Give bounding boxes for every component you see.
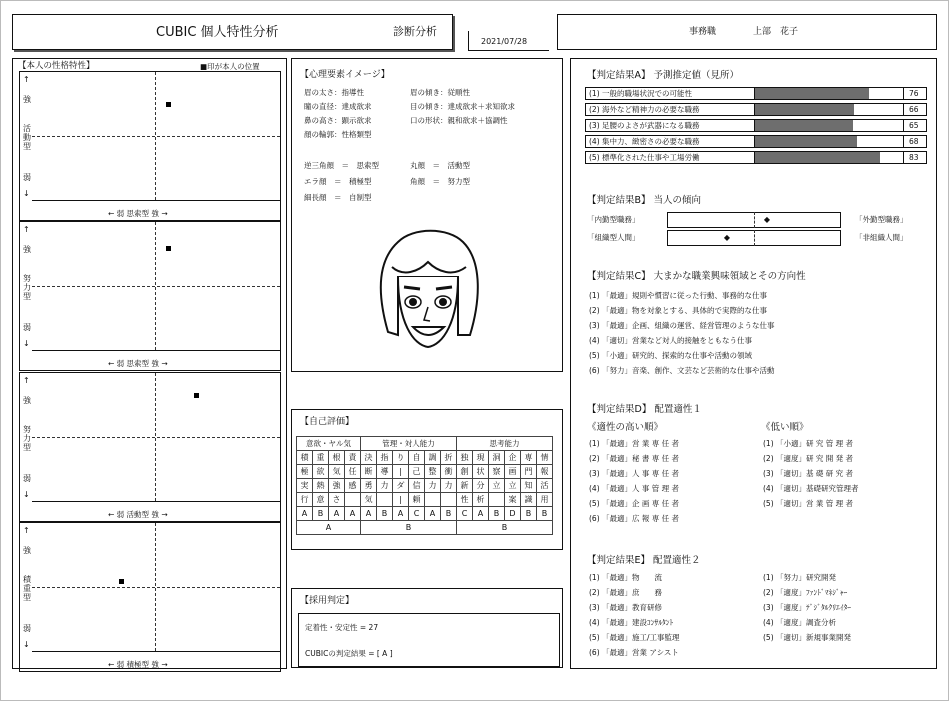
self-eval-summary: B xyxy=(457,521,553,535)
result-a-value: 66 xyxy=(909,105,919,114)
self-eval-cell xyxy=(425,493,441,507)
result-d-high-item: (5) 「最適」企 画 専 任 者 xyxy=(589,499,680,508)
self-eval-cell: 感 xyxy=(345,479,361,493)
self-eval-cell: 己 xyxy=(409,465,425,479)
chart-arrow-up: ↑ xyxy=(23,75,30,84)
self-eval-score: A xyxy=(361,507,377,521)
self-eval-cell: 気 xyxy=(329,465,345,479)
self-eval-cell: 自 xyxy=(409,451,425,465)
chart-weak-label: 弱 xyxy=(23,323,31,332)
self-eval-cell: 現 xyxy=(473,451,489,465)
result-d-high-item: (1) 「最適」営 業 専 任 者 xyxy=(589,439,680,448)
self-eval-score: B xyxy=(521,507,537,521)
face-type-item: 逆三角顔 ＝ 思索型 xyxy=(304,161,379,170)
self-eval-score: B xyxy=(313,507,329,521)
self-eval-cell: 知 xyxy=(521,479,537,493)
self-eval-cell: 活 xyxy=(537,479,553,493)
result-e-left-item: (3) 「最適」教育研修 xyxy=(589,603,663,612)
self-eval-cell: 画 xyxy=(505,465,521,479)
result-b-marker: ◆ xyxy=(763,215,771,224)
result-d-low-item: (5) 「適切」営 業 管 理 者 xyxy=(763,499,854,508)
hiring-panel xyxy=(291,588,563,668)
result-a-label: (3) 足腰のよさが武器になる職務 xyxy=(589,121,700,130)
self-eval-cell: 頼 xyxy=(409,493,425,507)
result-e-left-item: (4) 「最適」建設ｺﾝｻﾙﾀﾝﾄ xyxy=(589,618,674,627)
self-eval-score: A xyxy=(345,507,361,521)
chart-horizontal-axis xyxy=(32,286,280,287)
result-e-left-item: (5) 「最適」施工/工事監理 xyxy=(589,633,680,642)
chart-y-label: 積重型 xyxy=(23,575,31,602)
self-eval-cell: り xyxy=(393,451,409,465)
self-eval-cell: 極 xyxy=(297,465,313,479)
self-eval-cell: 析 xyxy=(473,493,489,507)
self-eval-cell: 企 xyxy=(505,451,521,465)
self-eval-score: A xyxy=(473,507,489,521)
self-eval-cell: 熱 xyxy=(313,479,329,493)
self-eval-summary: B xyxy=(361,521,457,535)
result-a-value: 68 xyxy=(909,137,919,146)
chart-y-label: 努力型 xyxy=(23,425,31,452)
chart-baseline xyxy=(32,651,280,652)
chart-horizontal-axis xyxy=(32,437,280,438)
self-eval-score: B xyxy=(537,507,553,521)
self-eval-cell: 指 xyxy=(377,451,393,465)
result-a-label: (2) 海外など精神力の必要な職務 xyxy=(589,105,700,114)
chart-arrow-down: ↓ xyxy=(23,490,30,499)
psych-item: 鼻の高さ：顕示欲求 xyxy=(304,116,372,125)
date-box xyxy=(468,31,549,51)
psych-item: 口の形状：親和欲求＋協調性 xyxy=(410,116,508,125)
position-marker xyxy=(166,102,171,107)
result-d-low-item: (4) 「適切」基礎研究管理者 xyxy=(763,484,859,493)
self-eval-cell: 分 xyxy=(473,479,489,493)
self-eval-score: A xyxy=(297,507,313,521)
position-marker xyxy=(119,579,124,584)
personality-chart xyxy=(19,221,281,371)
face-type-item: エラ顔 ＝ 積極型 xyxy=(304,177,372,186)
self-eval-score: A xyxy=(425,507,441,521)
self-eval-cell: 勇 xyxy=(361,479,377,493)
result-a-value: 65 xyxy=(909,121,919,130)
result-a-label: (5) 標準化された仕事や工場労働 xyxy=(589,153,700,162)
self-eval-cell: 実 xyxy=(297,479,313,493)
self-eval-cell: 重 xyxy=(313,451,329,465)
self-eval-cell: 立 xyxy=(489,479,505,493)
self-eval-cell xyxy=(441,493,457,507)
hiring-stability: 定着性・安定性 = 27 xyxy=(305,623,379,632)
self-eval-cell: 責 xyxy=(345,451,361,465)
self-eval-header: 意欲・ヤル気 xyxy=(297,437,361,451)
self-eval-table xyxy=(296,436,553,535)
chart-x-label: ← 弱 思索型 強 → xyxy=(108,209,168,218)
self-eval-cell: ダ xyxy=(393,479,409,493)
psych-item: 顔の輪郭：性格類型 xyxy=(304,130,372,139)
chart-x-label: ← 弱 活動型 強 → xyxy=(108,510,168,519)
chart-strong-label: 強 xyxy=(23,95,31,104)
chart-weak-label: 弱 xyxy=(23,474,31,483)
self-eval-cell xyxy=(377,493,393,507)
self-eval-cell: 強 xyxy=(329,479,345,493)
report-subtitle: 診断分析 xyxy=(393,25,437,38)
chart-baseline xyxy=(32,501,280,502)
result-d-high-item: (6) 「最適」広 報 専 任 者 xyxy=(589,514,680,523)
self-eval-cell: 気 xyxy=(361,493,377,507)
result-a-label: (1) 一般的職場状況での可能性 xyxy=(589,89,693,98)
self-eval-header: 思考能力 xyxy=(457,437,553,451)
result-d-high-item: (3) 「最適」人 事 専 任 者 xyxy=(589,469,680,478)
personality-legend: ■印が本人の位置 xyxy=(200,62,260,71)
chart-strong-label: 強 xyxy=(23,546,31,555)
self-eval-cell: 情 xyxy=(537,451,553,465)
face-type-item: 丸顔 ＝ 活動型 xyxy=(410,161,470,170)
result-e-left-item: (1) 「最適」物 流 xyxy=(589,573,663,582)
self-eval-cell: 新 xyxy=(457,479,473,493)
chart-x-label: ← 弱 思索型 強 → xyxy=(108,359,168,368)
result-a-bar xyxy=(755,88,869,99)
result-d-low-title: 《低い順》 xyxy=(761,422,809,433)
title-box xyxy=(12,14,453,50)
result-a-bar xyxy=(755,152,880,163)
self-eval-cell: | xyxy=(393,493,409,507)
self-eval-cell: 根 xyxy=(329,451,345,465)
result-e-right-item: (5) 「適切」新規事業開発 xyxy=(763,633,852,642)
self-eval-cell: 積 xyxy=(297,451,313,465)
result-b-center xyxy=(754,230,755,246)
result-d-low-item: (2) 「適度」研 究 開 発 者 xyxy=(763,454,854,463)
chart-weak-label: 弱 xyxy=(23,624,31,633)
self-eval-cell: 力 xyxy=(425,479,441,493)
result-d-high-title: 《適性の高い順》 xyxy=(587,422,664,433)
self-eval-score: B xyxy=(441,507,457,521)
result-e-left-item: (2) 「最適」庶 務 xyxy=(589,588,663,597)
result-a-value: 76 xyxy=(909,89,919,98)
result-a-value: 83 xyxy=(909,153,919,162)
chart-baseline xyxy=(32,200,280,201)
result-a-title: 【判定結果A】 予測推定値（見所） xyxy=(587,70,740,81)
chart-arrow-down: ↓ xyxy=(23,640,30,649)
result-c-item: (1) 「最適」規則や慣習に従った行動、事務的な仕事 xyxy=(589,291,768,300)
result-d-low-item: (1) 「小適」研 究 管 理 者 xyxy=(763,439,854,448)
self-eval-cell: 用 xyxy=(537,493,553,507)
self-eval-score: B xyxy=(489,507,505,521)
personality-title: 【本人の性格特性】 xyxy=(18,61,95,71)
result-e-right-item: (1) 「努力」研究開発 xyxy=(763,573,837,582)
result-b-left: 「内勤型職務」 xyxy=(587,215,640,224)
self-eval-score: C xyxy=(409,507,425,521)
result-b-left: 「組織型人間」 xyxy=(587,233,640,242)
self-eval-cell xyxy=(489,493,505,507)
result-e-left-item: (6) 「最適」営業 アシスト xyxy=(589,648,679,657)
result-b-right: 「外勤型職務」 xyxy=(855,215,908,224)
self-eval-score: C xyxy=(457,507,473,521)
self-eval-cell: 力 xyxy=(441,479,457,493)
self-eval-cell: 洞 xyxy=(489,451,505,465)
self-eval-cell: さ xyxy=(329,493,345,507)
result-d-title: 【判定結果D】 配置適性１ xyxy=(587,404,702,415)
self-eval-cell: 状 xyxy=(473,465,489,479)
position-marker xyxy=(166,246,171,251)
chart-strong-label: 強 xyxy=(23,245,31,254)
chart-arrow-down: ↓ xyxy=(23,189,30,198)
self-eval-score: A xyxy=(329,507,345,521)
result-c-item: (2) 「最適」物を対象とする、具体的で実際的な仕事 xyxy=(589,306,768,315)
result-c-item: (3) 「最適」企画、組織の運営、経営管理のような仕事 xyxy=(589,321,775,330)
chart-y-label: 活動型 xyxy=(23,124,31,151)
self-eval-score: A xyxy=(393,507,409,521)
self-eval-score: B xyxy=(377,507,393,521)
chart-strong-label: 強 xyxy=(23,396,31,405)
face-illustration xyxy=(358,217,498,357)
result-c-title: 【判定結果C】 大まかな職業興味領域とその方向性 xyxy=(587,271,806,282)
self-eval-cell: 意 xyxy=(313,493,329,507)
self-eval-cell: 整 xyxy=(425,465,441,479)
self-eval-cell: 識 xyxy=(521,493,537,507)
psych-panel xyxy=(291,58,563,372)
psych-item: 眉の傾き：従順性 xyxy=(410,88,470,97)
self-eval-cell: 任 xyxy=(345,465,361,479)
result-a-bar xyxy=(755,120,853,131)
self-eval-cell: 行 xyxy=(297,493,313,507)
self-eval-panel xyxy=(291,409,563,550)
result-b-right: 「非組織人間」 xyxy=(855,233,908,242)
chart-weak-label: 弱 xyxy=(23,173,31,182)
chart-arrow-up: ↑ xyxy=(23,526,30,535)
job-title: 事務職 xyxy=(689,27,717,37)
self-eval-cell: 専 xyxy=(521,451,537,465)
results-panel xyxy=(570,58,937,669)
chart-horizontal-axis xyxy=(32,587,280,588)
result-d-high-item: (4) 「最適」人 事 管 理 者 xyxy=(589,484,680,493)
self-eval-cell: 立 xyxy=(505,479,521,493)
psych-item: 目の傾き：達成欲求＋求知欲求 xyxy=(410,102,515,111)
self-eval-cell: 性 xyxy=(457,493,473,507)
self-eval-header: 管理・対人能力 xyxy=(361,437,457,451)
self-eval-cell: 案 xyxy=(505,493,521,507)
self-eval-summary: A xyxy=(297,521,361,535)
chart-arrow-up: ↑ xyxy=(23,225,30,234)
position-marker xyxy=(194,393,199,398)
personality-chart xyxy=(19,372,281,522)
hiring-title: 【採用判定】 xyxy=(300,596,355,606)
result-b-title: 【判定結果B】 当人の傾向 xyxy=(587,195,702,206)
face-type-item: 細長顔 ＝ 自制型 xyxy=(304,193,372,202)
self-eval-title: 【自己評価】 xyxy=(300,417,355,427)
self-eval-cell: 察 xyxy=(489,465,505,479)
result-c-item: (5) 「小適」研究的、探索的な仕事や活動の領域 xyxy=(589,351,753,360)
result-c-item: (6) 「努力」音楽、創作、文芸など芸術的な仕事や活動 xyxy=(589,366,775,375)
face-type-item: 角顔 ＝ 努力型 xyxy=(410,177,470,186)
report-title: CUBIC 個人特性分析 xyxy=(156,25,279,40)
result-a-label: (4) 集中力、緻密さの必要な職務 xyxy=(589,137,700,146)
personality-chart xyxy=(19,71,281,221)
self-eval-cell: 独 xyxy=(457,451,473,465)
result-e-right-item: (4) 「適度」調査分析 xyxy=(763,618,837,627)
psych-item: 眉の太さ：指導性 xyxy=(304,88,364,97)
hiring-result: CUBICの判定結果 = [ A ] xyxy=(305,649,393,658)
result-b-marker: ◆ xyxy=(723,233,731,242)
chart-arrow-up: ↑ xyxy=(23,376,30,385)
chart-horizontal-axis xyxy=(32,136,280,137)
psych-item: 瞳の直径：達成欲求 xyxy=(304,102,372,111)
self-eval-cell: 調 xyxy=(425,451,441,465)
self-eval-cell: 力 xyxy=(377,479,393,493)
self-eval-cell xyxy=(345,493,361,507)
self-eval-score: D xyxy=(505,507,521,521)
candidate-box xyxy=(557,14,937,50)
chart-baseline xyxy=(32,350,280,351)
chart-arrow-down: ↓ xyxy=(23,339,30,348)
report-date: 2021/07/28 xyxy=(481,37,528,46)
self-eval-cell: 信 xyxy=(409,479,425,493)
result-b-center xyxy=(754,212,755,228)
self-eval-cell: 導 xyxy=(377,465,393,479)
self-eval-cell: 断 xyxy=(361,465,377,479)
self-eval-cell: 衝 xyxy=(441,465,457,479)
result-a-bar xyxy=(755,104,854,115)
self-eval-cell: 報 xyxy=(537,465,553,479)
self-eval-cell: 門 xyxy=(521,465,537,479)
psych-title: 【心理要素イメージ】 xyxy=(300,70,390,80)
result-c-item: (4) 「適切」営業など対人的接触をともなう仕事 xyxy=(589,336,753,345)
personality-chart xyxy=(19,522,281,672)
result-d-low-item: (3) 「適切」基 礎 研 究 者 xyxy=(763,469,854,478)
chart-y-label: 努力型 xyxy=(23,274,31,301)
result-d-high-item: (2) 「最適」秘 書 専 任 者 xyxy=(589,454,680,463)
result-e-right-item: (3) 「適度」ﾃﾞｼﾞﾀﾙｸﾘｴｲﾀｰ xyxy=(763,603,852,612)
candidate-name: 上部 花子 xyxy=(753,27,799,37)
self-eval-cell: 決 xyxy=(361,451,377,465)
chart-x-label: ← 弱 積極型 強 → xyxy=(108,660,168,669)
result-a-bar xyxy=(755,136,857,147)
self-eval-cell: | xyxy=(393,465,409,479)
result-e-right-item: (2) 「適度」ﾌｧﾝﾄﾞﾏﾈｼﾞｬｰ xyxy=(763,588,848,597)
self-eval-cell: 欲 xyxy=(313,465,329,479)
self-eval-cell: 創 xyxy=(457,465,473,479)
self-eval-cell: 折 xyxy=(441,451,457,465)
result-e-title: 【判定結果E】 配置適性２ xyxy=(587,555,701,566)
personality-panel xyxy=(12,58,287,669)
